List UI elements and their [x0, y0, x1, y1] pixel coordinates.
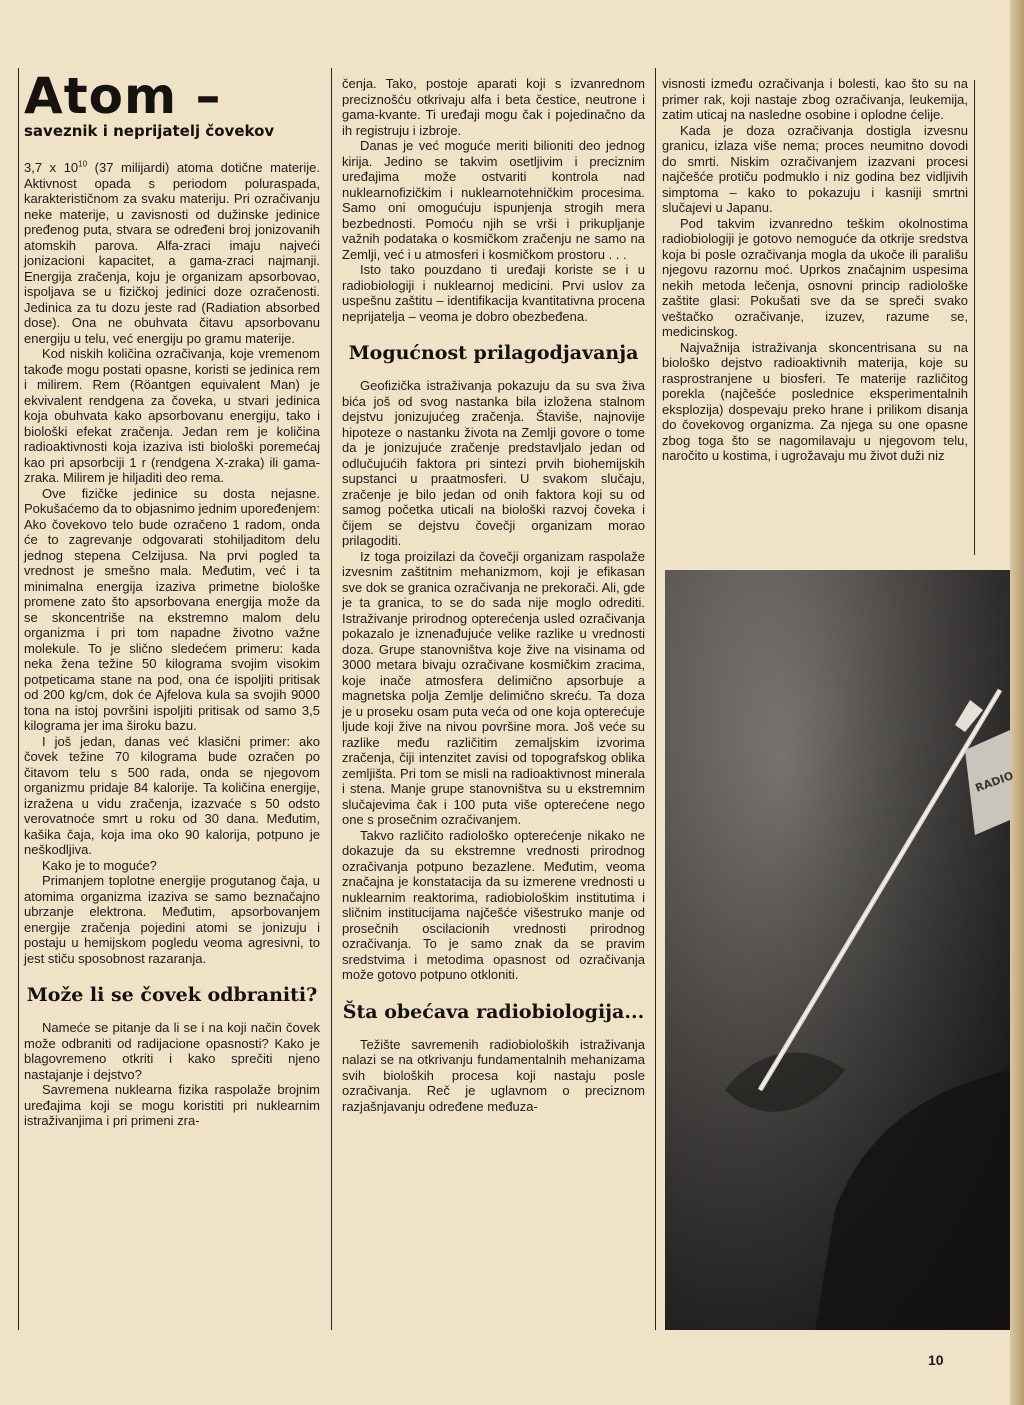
section-heading: Može li se čovek odbraniti? [26, 984, 318, 1006]
column-rule [331, 68, 332, 1330]
photo-sign-text: RADIO [973, 769, 1016, 795]
article-column-2 [342, 76, 645, 1338]
page-number: 10 [928, 1352, 944, 1368]
article-column-3 [662, 76, 968, 558]
paragraph: Danas je već moguće meriti bilioniti deo jednog kirija. Jedino se takvim osetljivim i preciznim uređajima može ostvariti kontrola nad nuklearnofizičkim i nuklearnotehničkim procesima. Samo oni omogućuju ispunjenja strogih mera bezbednosti. Pomoću njih se vrši i prikupljanje važnih podataka o kosmičkom zračenju ne samo na Zemlji, već i u atmosferi i kosmičkom prostoru . . . [342, 138, 645, 262]
paragraph: Ove fizičke jedinice su dosta nejasne. Pokušaćemo da to objasnimo jednim upoređenjem: Ako čovekovo telo bude ozračeno 1 radom, onda će to zagrevanje odgovarati stohiljaditom delu jednog stepena Celzijusa. Na prvi pogled ta vrednost je smešno mala. Međutim, već i ta minimalna energija izaziva primetne biološke promene zato što apsorbovana energija može da se skoncentriše na ekstremno malom delu organizma i pri tom napadne životno važne molekule. To je slično sledećem primeru: kada neka žena težine 50 kilograma svojim visokim potpeticama stane na pod, ona će ispoljiti pritisak od 200 kg/cm, dok će Ajfelova kula sa svojih 9000 tona na istoj površini ispoljiti pritisak od samo 3,5 kilograma jer ima široku bazu. [24, 485, 320, 733]
photo-illustration [665, 570, 1016, 1330]
section-heading: Mogućnost prilagodjavanja [348, 342, 639, 364]
column-rule [655, 68, 656, 1330]
paragraph: čenja. Tako, postoje aparati koji s izvanrednom preciznošću otkrivaju alfa i beta čestice, neutrone i gama-kvante. Ti uređaji mogu čak i pojedinačno da ih registruju i izbroje. [342, 76, 645, 138]
intro-paragraph [24, 160, 320, 346]
paragraph: Težište savremenih radiobioloških istraživanja nalazi se na otkrivanju fundamentalnih mehanizama svih bioloških procesa koji nastaju posle ozračivanja. Reč je uglavnom o preciznom razjašnjavanju određene međuza- [342, 1036, 645, 1114]
article-subtitle: saveznik i neprijatelj čovekov [24, 122, 275, 140]
intro-exponent: 10 [78, 159, 88, 169]
paragraph: Kod niskih količina ozračivanja, koje vremenom takođe mogu postati opasne, koristi se jedinica rem i milirem. Rem (Röantgen equivalent Man) je ekvivalent rendgena za čoveka, u stvari jedinica koja obuhvata kako apsorbovanu energiju, tako i biološki efekat zračenja. Jedan rem je količina radioaktivnosti koja izaziva isti biološki poremećaj kao pri apsorbciji 1 r (rendgena X-zraka) ili gama-zraka. Milirem je hiljaditi deo rema. [24, 346, 320, 485]
article-column-1 [24, 67, 320, 1332]
paragraph: visnosti između ozračivanja i bolesti, kao što su na primer rak, koji nastaje zbog ozračivanja, leukemija, zatim uticaj na nasledne osobine i oplodne ćelije. [662, 76, 968, 122]
paragraph: Geofizička istraživanja pokazuju da su sva živa bića još od svog nastanka bila izložena stalnom dejstvu jonizujućeg zračenja. Štaviše, najnovije hipoteze o nastanku života na Zemlji govore o tome da je jonizujuće zračenje predstavljalo jedan od odlučujućih faktora pri sintezi prvih biohemijskih supstanci u praatmosferi. U svakom slučaju, zračenje je bilo jedan od onih faktora koji su od samog početka uticali na biološki razvoj čoveka i čijem se dejstvu čovečji organizam morao prilagoditi. [342, 378, 645, 548]
page-edge [1010, 0, 1024, 1405]
paragraph: I još jedan, danas već klasični primer: ako čovek težine 70 kilograma bude ozračen po čitavom telu s 500 rada, onda se njegovom organizmu pridaje 84 kalorije. Ta količina energije, izražena u vidu zračenja, izazvaće s 50 odsto verovatnoće smrt u roku od 30 dana. Međutim, kašika čaja, koja ima oko 90 kalorija, potpuno je neškodljiva. [24, 733, 320, 857]
article-photo [665, 570, 1016, 1330]
paragraph: Takvo različito radiološko opterećenje nikako ne dokazuje da su ekstremne vrednosti prirodnog ozračivanja potpuno bezazlene. Međutim, veoma značajna je konstatacija da su izmerene vrednosti u nuklearnim reaktorima, radiobiološkim institutima i sličnim institucijama najčešće višestruko manje od prosečnih oscilacionih vrednosti prirodnog ozračivanja. To je samo znak da se pravim sredstvima i metodima opasnost od ozračivanja može gotovo potpuno otkloniti. [342, 827, 645, 982]
paragraph: Nameće se pitanje da li se i na koji način čovek može odbraniti od radijacione opasnosti? Kako je blagovremeno otkriti i kako sprečiti njeno nastajanje i dejstvo? [24, 1020, 320, 1082]
intro-text: (37 milijardi) atoma dotične materije. Aktivnost opada s periodom poluraspada, karakterističnom za svaku materiju. Pri ozračivanju neke materije, u zavisnosti od dužinske jedinice pređenog puta, stvara se određeni broj jonizovanih atomskih parova. Alfa-zraci imaju najveći jonizacioni kapacitet, a gama-zraci najmanji. Energija zračenja, koju je organizam apsorbovao, ispoljava se u fizičkoj jedinici doze ozračenosti. Jedinica za tu dozu jeste rad (Radiation absorbed dose). Ona ne obuhvata čitavu apsorbovanu energiju u telu, već energiju po gramu materije. [24, 160, 320, 346]
section-heading: Šta obećava radiobiologija... [342, 1000, 645, 1023]
paragraph: Isto tako pouzdano ti uređaji koriste se i u radiobiologiji i nuklearnoj medicini. Prvi uslov za uspešnu zaštitu – identifikacija kvantitativna procena neprijatelja – veoma je dobro obezbeđena. [342, 262, 645, 324]
column-rule [974, 80, 975, 555]
paragraph: Primanjem toplotne energije progutanog čaja, u atomima organizma izaziva se samo beznačajno ubrzanje elektrona. Međutim, apsorbovanjem energije zračenja pojedini atomi se jonizuju i postaju u hemijskom pogledu veoma agresivni, to jest stiču sposobnost razaranja. [24, 873, 320, 966]
paragraph: Najvažnija istraživanja skoncentrisana su na biološko dejstvo radioaktivnih materija, koje su rasprostranjene u biosferi. Te materije različitog porekla (najčešće poslednice eksperimentalnih eksplozija) dospevaju preko hrane i prilikom disanja do čovekovog organizma. Za njega su one opasne zbog toga što se nagomilavaju u njegovom telu, naročito u kostima, i ugrožavaju mu život duži niz [662, 339, 968, 463]
paragraph: Pod takvim izvanredno teškim okolnostima radiobiologiji je gotovo nemoguće da otkrije sredstva koja bi posle ozračivanja mogla da ukoče ili parališu njegovu razornu moć. Uprkos značajnim uspesima nekih metoda lečenja, osnovni princip radiološke zaštite glasi: Pokušati sve da se spreči svako veštačko ozračivanje, izuzev, razume se, medicinskog. [662, 215, 968, 339]
article-title: Atom – [24, 67, 222, 125]
column-rule [18, 68, 19, 1330]
paragraph: Savremena nuklearna fizika raspolaže brojnim uređajima koji se mogu koristiti pri nuklearnim istraživanjima i pri primeni zra- [24, 1082, 320, 1128]
paragraph: Iz toga proizilazi da čovečji organizam raspolaže izvesnim zaštitnim mehanizmom, koji je efikasan sve dok se granica ozračivanja ne prekorači. Ali, gde je ta granica, to se do sada nije moglo odrediti. Istraživanje prirodnog opterećenja usled ozračivanja pokazalo je iznenađujuće velike razlike u vrednosti doza. Grupe stanovništva koje žive na visinama od 3000 metara bivaju ozračivane kosmičkim zracima, koje inače atmosfera delimično apsorbuje a magnetska polja Zemlje delimično skreću. Ta doza je u proseku osam puta veća od one koja opterećuje ljude koji žive na nivou površine mora. Još veće su razlike među različitim zemaljskim izvorima zračenja, čiji intenzitet zavisi od topografskog oblika zemljišta. Pri tom se misli na radioaktivnost minerala i stena. Manje grupe stanovništva su u ekstremnim slučajevima čak i 100 puta više opterećene nego one s prosečnim ozračivanjem. [342, 548, 645, 827]
paragraph: Kada je doza ozračivanja dostigla izvesnu granicu, izlaza više nema; proces neumitno dovodi do smrti. Niskim ozračivanjem izazvani procesi najčešće protiču podmuklo i niz godina bez vidljivih simptoma – kako to pokazuju i kasniji smrtni slučajevi u Japanu. [662, 122, 968, 215]
paragraph: Kako je to moguće? [42, 857, 157, 873]
intro-number: 3,7 x 10 [24, 160, 79, 175]
